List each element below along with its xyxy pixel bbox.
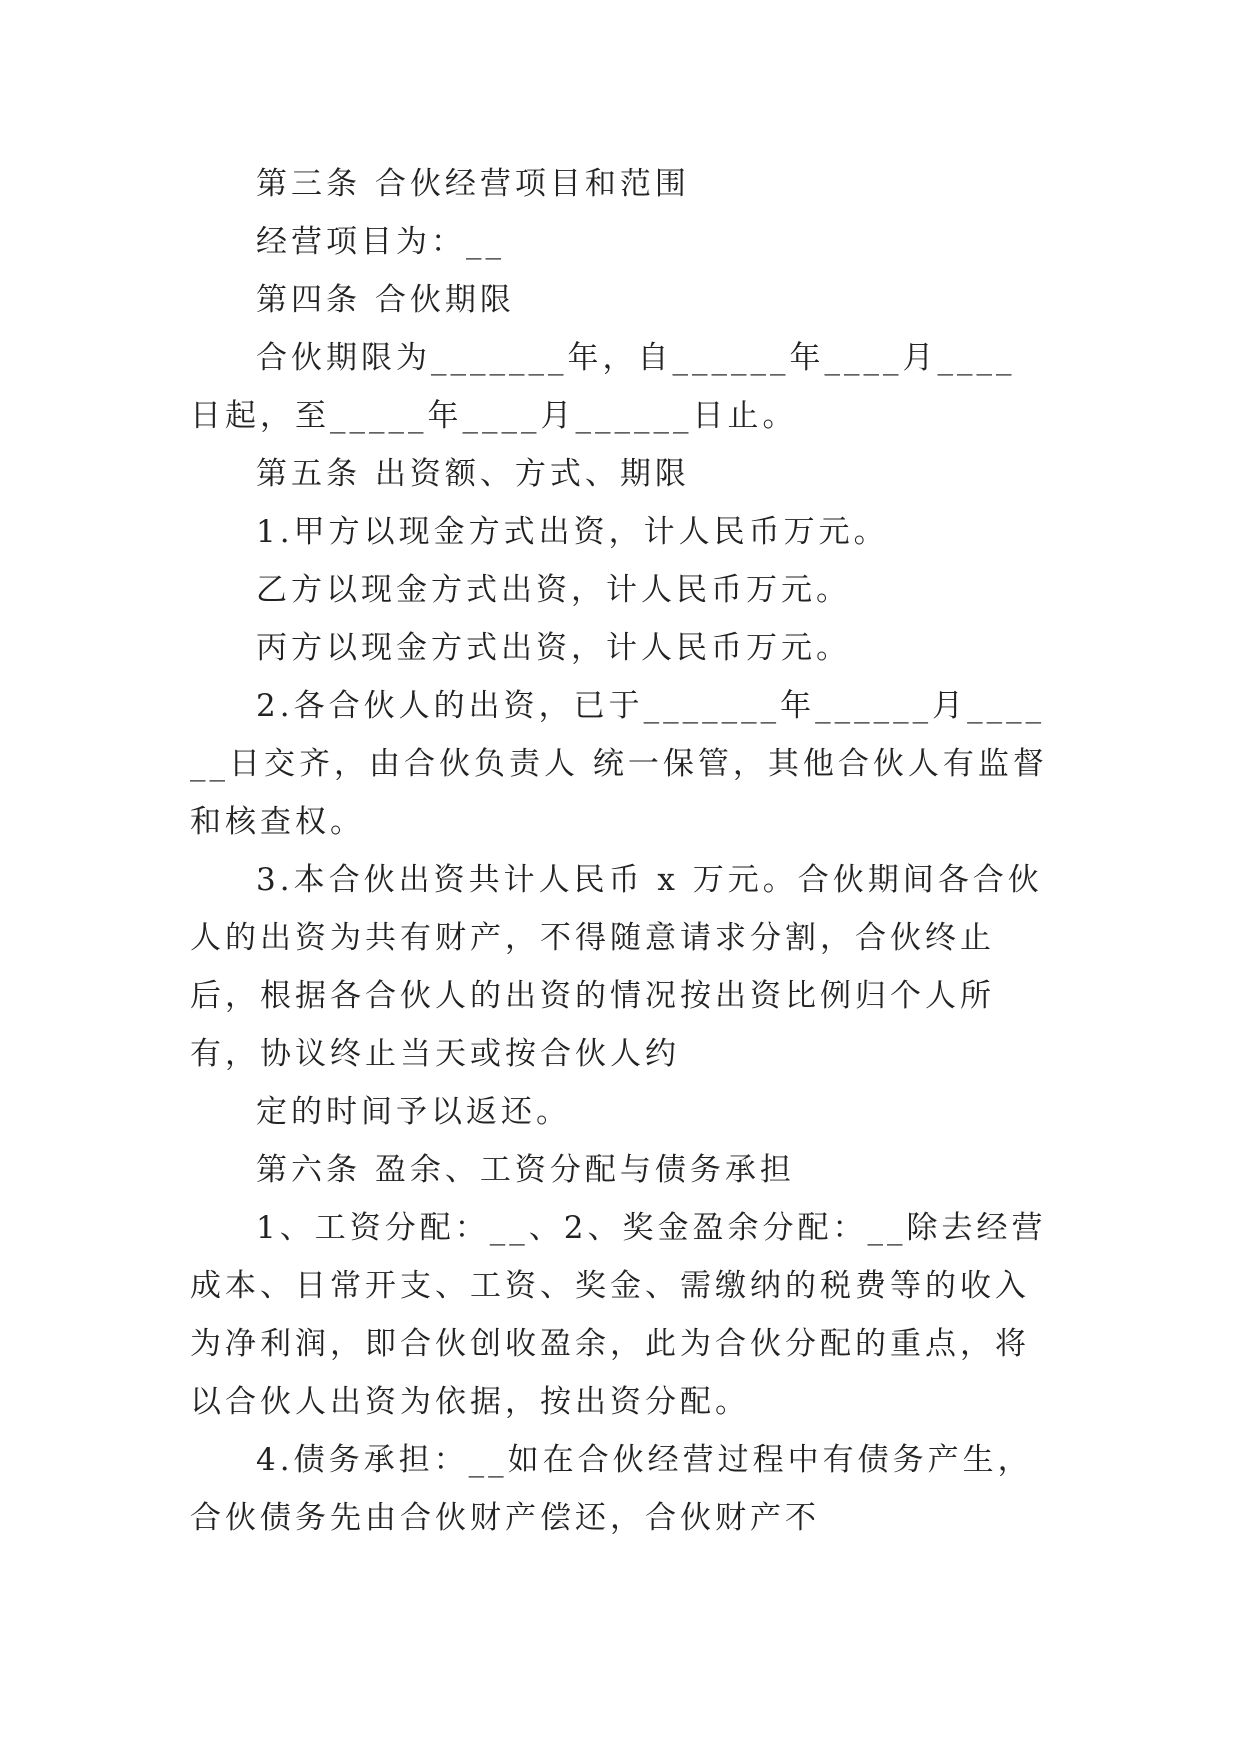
article-3-heading: 第三条 合伙经营项目和范围: [256, 166, 690, 202]
party-a-contribution: 1.甲方以现金方式出资，计人民币万元。: [256, 514, 889, 550]
total-contribution-paragraph: 3.本合伙出资共计人民币 x 万元。合伙期间各合伙人的出资为共有财产，不得随意请求分割，合伙终止后，根据各合伙人的出资的情况按出资比例归个人所有，协议终止当天或按合伙人约: [190, 862, 1043, 1072]
article-6-heading: 第六条 盈余、工资分配与债务承担: [256, 1152, 795, 1188]
article-4-heading: 第四条 合伙期限: [256, 282, 515, 318]
return-time-line: 定的时间予以返还。: [256, 1094, 571, 1130]
business-scope-line: 经营项目为：__: [256, 224, 505, 260]
party-c-contribution: 丙方以现金方式出资，计人民币万元。: [256, 630, 851, 666]
debt-bearing-paragraph: 4.债务承担：__如在合伙经营过程中有债务产生，合伙债务先由合伙财产偿还，合伙财产不: [190, 1442, 1033, 1536]
article-5-heading: 第五条 出资额、方式、期限: [256, 456, 690, 492]
party-b-contribution: 乙方以现金方式出资，计人民币万元。: [256, 572, 851, 608]
document-body: [190, 155, 1050, 1547]
partnership-term-paragraph: 合伙期限为_______年，自______年____月____日起，至_____年____月______日止。: [190, 340, 1016, 434]
contribution-delivery-paragraph: 2.各合伙人的出资，已于_______年______月______日交齐，由合伙负责人 统一保管，其他合伙人有监督和核查权。: [190, 688, 1048, 840]
profit-distribution-paragraph: 1、工资分配：__、2、奖金盈余分配：__除去经营成本、日常开支、工资、奖金、需缴纳的税费等的收入为净利润，即合伙创收盈余，此为合伙分配的重点，将以合伙人出资为依据，按出资分配。: [190, 1210, 1047, 1420]
